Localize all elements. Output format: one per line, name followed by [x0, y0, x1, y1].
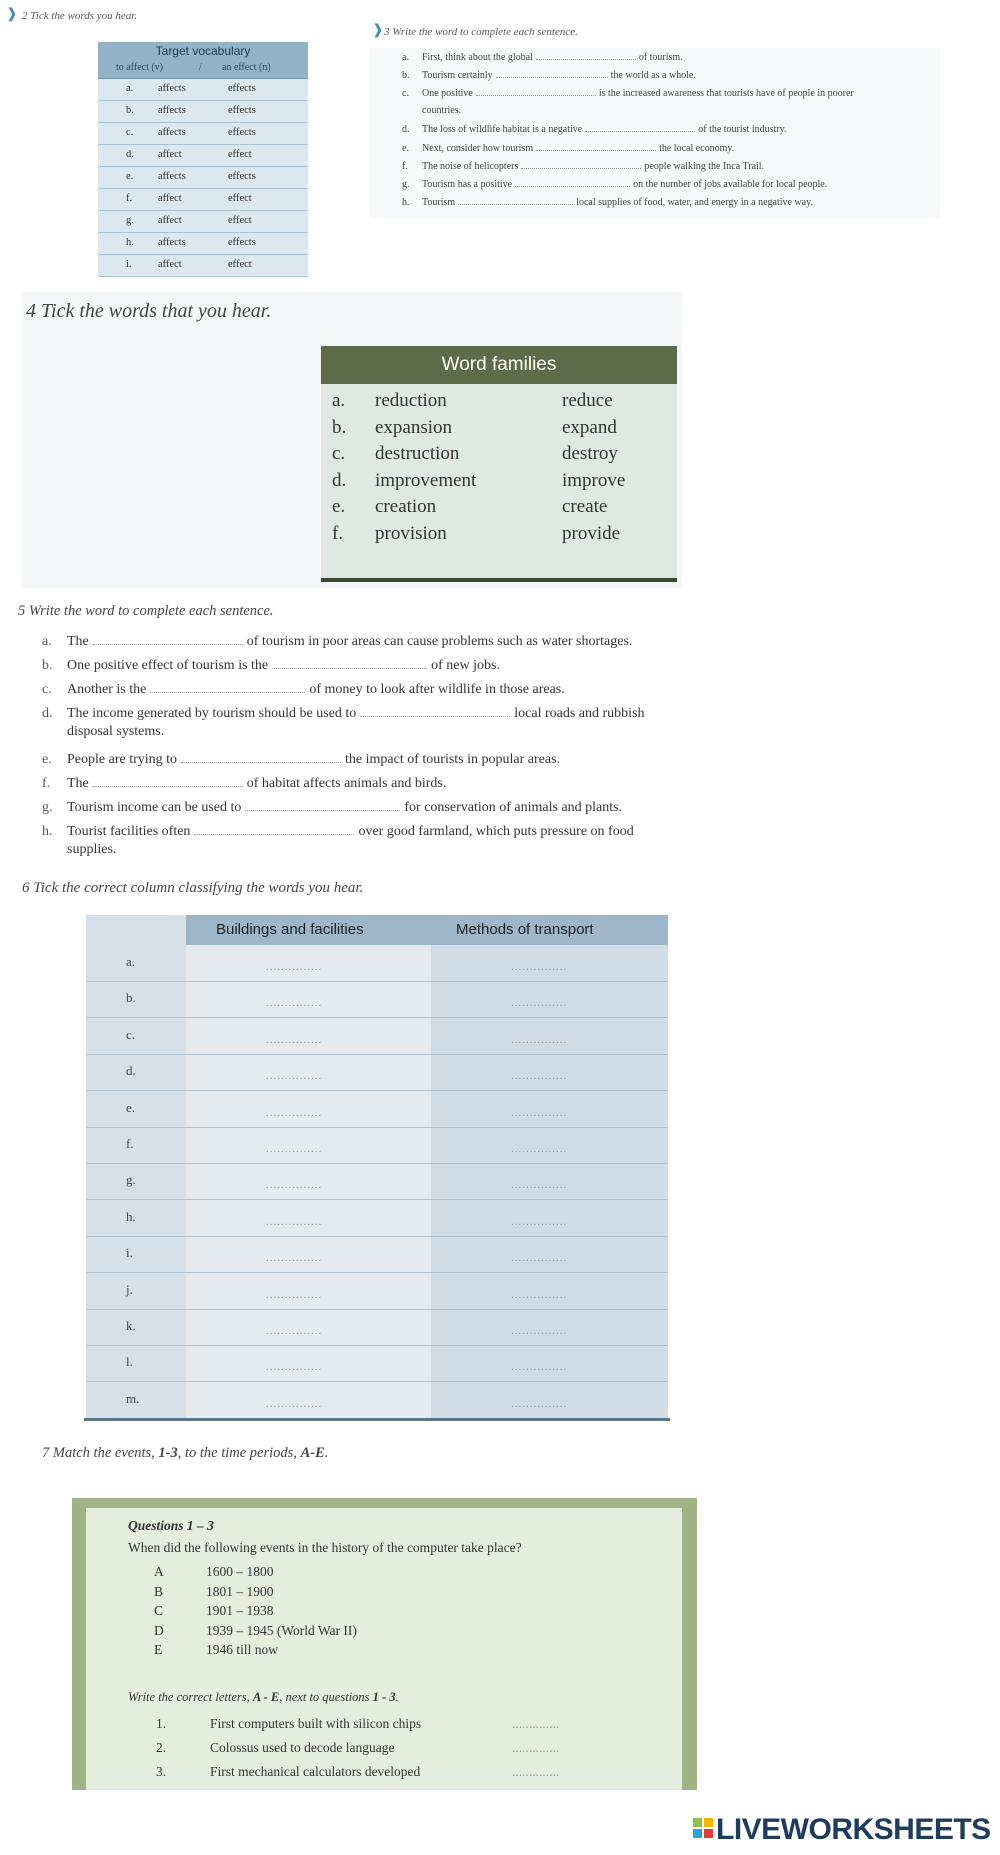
ex5-letter: b. — [42, 658, 53, 673]
transport-answer-blank[interactable]: ............... — [511, 997, 568, 1010]
ex5-letter: g. — [42, 800, 53, 815]
transport-answer-blank[interactable]: ............... — [511, 1179, 568, 1192]
classification-row — [86, 945, 668, 982]
noun-option[interactable]: effects — [228, 127, 256, 138]
vocab-row — [98, 233, 308, 255]
ex7-title-mid: , to the time periods, — [177, 1445, 301, 1461]
ex3-letter: f. — [402, 161, 408, 172]
period-letter: B — [154, 1583, 164, 1599]
period-range: 1901 – 1938 — [206, 1603, 274, 1618]
transport-answer-blank[interactable]: ............... — [511, 1106, 568, 1119]
ex7-title-end: . — [324, 1445, 329, 1461]
questions-heading: Questions 1 – 3 — [128, 1518, 214, 1533]
questions-text: When did the following events in the history of the computer take place? — [128, 1540, 522, 1555]
row-letter: g. — [126, 1172, 136, 1188]
verb-word[interactable]: improve — [562, 469, 626, 491]
ex3-text-before: Tourism — [422, 197, 456, 208]
row-letter: i. — [126, 259, 132, 270]
buildings-answer-blank[interactable]: ............... — [266, 997, 323, 1010]
classification-row — [86, 1054, 668, 1091]
event-text: First computers built with silicon chips — [210, 1716, 422, 1731]
period-letter: E — [154, 1642, 163, 1657]
vocab-row — [98, 211, 308, 233]
ex3-continuation: countries. — [422, 105, 462, 116]
noun-option[interactable]: effects — [228, 83, 256, 94]
period-letter: D — [154, 1622, 164, 1638]
ex7-title-pre: 7 Match the events, — [42, 1445, 159, 1461]
event-number: 1. — [156, 1716, 167, 1731]
col-noun-header: an effect (n) — [222, 62, 271, 73]
ex3-text-after: people walking the Inca Trail. — [644, 161, 765, 172]
ex3-letter: b. — [402, 70, 410, 81]
noun-option[interactable]: effect — [228, 215, 252, 226]
row-letter: i. — [126, 1245, 133, 1261]
ex5-letter: e. — [42, 752, 52, 767]
transport-answer-blank[interactable]: ............... — [511, 1361, 568, 1374]
event-answer-blank[interactable]: .............. — [512, 1740, 560, 1755]
row-letter: k. — [126, 1318, 136, 1333]
ex3-text-after: of the tourist industry. — [698, 124, 787, 135]
ex5-blank[interactable] — [150, 692, 305, 693]
answer-instruction — [128, 1690, 399, 1705]
row-letter: f. — [126, 193, 133, 204]
noun-word[interactable]: expansion — [375, 416, 453, 438]
transport-answer-blank[interactable]: ............... — [511, 1397, 568, 1410]
verb-option[interactable]: affect — [158, 149, 182, 160]
instr-mid: , next to questions — [279, 1690, 373, 1704]
transport-answer-blank[interactable]: ............... — [511, 1215, 568, 1228]
instr-questions: 1 - 3 — [372, 1690, 396, 1704]
col-verb-header: to affect (v) — [116, 62, 164, 73]
ex5-text-after: of habitat affects animals and birds. — [246, 776, 447, 791]
ex5-text-before: Tourist facilities often — [67, 824, 191, 839]
verb-option[interactable]: affects — [158, 127, 186, 138]
classification-row — [86, 981, 668, 1018]
word-letter: c. — [332, 443, 346, 464]
ex3-letter: h. — [402, 197, 410, 208]
ex5-sentence — [67, 800, 622, 816]
vocab-row — [98, 123, 308, 145]
row-letter: d. — [126, 149, 134, 160]
verb-option[interactable]: affect — [158, 215, 182, 226]
ex3-text-before: The noise of helicopters — [422, 161, 519, 172]
ex5-text-after: of new jobs. — [431, 658, 500, 673]
ex3-text-after: the local economy. — [659, 143, 735, 154]
ex5-text-before: People are trying to — [67, 752, 178, 767]
noun-word[interactable]: destruction — [375, 443, 460, 464]
buildings-answer-blank[interactable]: ............... — [266, 961, 323, 973]
classification-row — [86, 1018, 668, 1055]
noun-option[interactable]: effect — [228, 149, 252, 160]
row-letter: h. — [126, 237, 134, 248]
verb-option[interactable]: affects — [158, 171, 186, 182]
ex3-text-after: of tourism. — [638, 52, 683, 63]
ex3-letter: g. — [402, 179, 410, 190]
ex5-sentence — [67, 634, 632, 650]
noun-word[interactable]: reduction — [375, 390, 447, 411]
vocab-row — [98, 101, 308, 123]
ex5-letter: a. — [42, 634, 52, 649]
audio-icon[interactable]: ❱ — [6, 7, 18, 22]
ex5-text-after: for conservation of animals and plants. — [404, 800, 623, 815]
period-letter: A — [154, 1564, 164, 1579]
verb-option[interactable]: affects — [158, 83, 186, 94]
ex3-blank[interactable] — [458, 204, 573, 205]
verb-word[interactable]: expand — [562, 416, 617, 438]
ex3-text-after: the world as a whole. — [610, 70, 696, 81]
ex5-letter: d. — [42, 706, 53, 721]
ex4-instruction: 4 Tick the words that you hear. — [26, 300, 272, 322]
classification-row — [86, 1273, 668, 1310]
ex3-blank[interactable] — [496, 77, 608, 78]
ex3-text-after: local supplies of food, water, and energy in a negative way. — [576, 197, 813, 208]
period-range: 1801 – 1900 — [206, 1583, 274, 1599]
ex3-text-before: Next, consider how tourism — [422, 143, 534, 154]
verb-option[interactable]: affect — [158, 259, 182, 270]
ex3-letter: d. — [402, 124, 410, 135]
ex3-sentence — [422, 52, 683, 63]
event-number: 2. — [156, 1740, 167, 1755]
ex7-instruction — [42, 1445, 328, 1462]
ex5-text-after: the impact of tourists in popular areas. — [345, 752, 561, 767]
ex5-text-before: The — [67, 776, 89, 791]
classification-row — [86, 1091, 668, 1128]
vocab-row — [98, 145, 308, 167]
noun-word[interactable]: provision — [375, 522, 447, 544]
ex3-text-before: One positive — [422, 88, 473, 99]
transport-answer-blank[interactable]: ............... — [511, 1143, 568, 1155]
ex3-blank[interactable] — [536, 59, 636, 60]
ex5-blank[interactable] — [194, 834, 354, 835]
ex5-text-before: The — [67, 634, 89, 649]
noun-option[interactable]: effects — [228, 171, 256, 182]
word-families-title: Word families — [321, 346, 677, 384]
ex5-text-before: One positive effect of tourism is the — [67, 658, 269, 673]
classification-header — [186, 915, 668, 945]
row-letter: b. — [126, 105, 134, 116]
classification-table — [86, 915, 668, 1418]
col-slash: / — [199, 62, 202, 73]
ex3-blank[interactable] — [476, 95, 596, 96]
ex3-text-before: First, think about the global — [422, 52, 533, 63]
row-letter: a. — [126, 954, 136, 969]
ex3-sentence — [422, 197, 813, 208]
word-letter: d. — [332, 469, 347, 491]
classification-row — [86, 1127, 668, 1164]
classification-row — [86, 1345, 668, 1382]
buildings-answer-blank[interactable]: ............... — [266, 1252, 323, 1265]
col-buildings-facilities: Buildings and facilities — [216, 921, 364, 938]
noun-option[interactable]: effects — [228, 105, 256, 116]
ex5-sentence — [67, 752, 560, 768]
ex3-sentence — [422, 143, 734, 154]
ex3-text-after: is the increased awareness that tourists have of people in poorer — [598, 88, 854, 99]
verb-word[interactable]: create — [562, 496, 608, 517]
ex3-text-before: Tourism certainly — [422, 70, 493, 81]
event-number: 3. — [156, 1764, 167, 1779]
transport-answer-blank[interactable]: ............... — [511, 1033, 568, 1046]
ex5-instruction: 5 Write the word to complete each sentence. — [18, 603, 274, 619]
event-answer-blank[interactable]: .............. — [512, 1764, 560, 1779]
table-title: Target vocabulary — [155, 44, 251, 58]
noun-option[interactable]: effects — [228, 237, 256, 248]
row-letter: h. — [126, 1208, 136, 1224]
transport-answer-blank[interactable]: ............... — [511, 1325, 568, 1337]
ex6-instruction: 6 Tick the correct column classifying the words you hear. — [22, 880, 364, 896]
event-answer-blank[interactable]: .............. — [512, 1716, 560, 1731]
period-range: 1939 – 1945 (World War II) — [206, 1622, 357, 1638]
verb-option[interactable]: affect — [158, 193, 182, 204]
transport-answer-blank[interactable]: ............... — [511, 961, 568, 973]
buildings-answer-blank[interactable]: ............... — [266, 1288, 323, 1301]
ex3-sentence — [422, 161, 764, 172]
ex3-letter: e. — [402, 143, 409, 154]
word-letter: e. — [332, 496, 346, 517]
transport-answer-blank[interactable]: ............... — [511, 1288, 568, 1301]
ex3-sentence — [422, 88, 854, 99]
ex5-letter: c. — [42, 682, 52, 697]
instr-end: . — [395, 1690, 399, 1704]
ex5-text-before: Tourism income can be used to — [67, 800, 242, 815]
vocab-row — [98, 79, 308, 101]
buildings-answer-blank[interactable]: ............... — [266, 1179, 323, 1192]
col-methods-transport: Methods of transport — [456, 921, 594, 938]
liveworksheets-logo[interactable]: LIVEWORKSHEETS — [716, 1813, 991, 1846]
ex5-continuation: supplies. — [67, 842, 117, 857]
word-letter: b. — [332, 416, 347, 438]
ex5-text-before: The income generated by tourism should be used to — [67, 706, 357, 721]
verb-option[interactable]: affects — [158, 237, 186, 248]
ex5-sentence — [67, 658, 500, 674]
vocab-row — [98, 189, 308, 211]
ex3-text-after: on the number of jobs available for local people. — [633, 179, 828, 190]
noun-word[interactable]: improvement — [375, 469, 477, 491]
ex5-text-after: of money to look after wildlife in those areas. — [309, 682, 565, 697]
instr-pre: Write the correct letters, — [128, 1690, 253, 1704]
noun-word[interactable]: creation — [375, 496, 437, 517]
word-letter: a. — [332, 390, 346, 411]
row-letter: c. — [126, 127, 134, 138]
ex5-sentence — [67, 706, 645, 722]
classification-row — [86, 1200, 668, 1237]
buildings-answer-blank[interactable]: ............... — [266, 1325, 323, 1337]
ex7-title-range-1: 1-3 — [158, 1445, 178, 1461]
ex3-blank[interactable] — [521, 168, 641, 169]
buildings-answer-blank[interactable]: ............... — [266, 1033, 323, 1046]
ex5-sentence — [67, 776, 446, 792]
ex5-blank[interactable] — [245, 810, 400, 811]
classification-row — [86, 1163, 668, 1200]
ex5-letter: f. — [42, 776, 51, 791]
table-bottom-rule — [84, 1418, 670, 1421]
ex5-blank[interactable] — [93, 644, 243, 645]
row-letter: m. — [126, 1390, 140, 1406]
row-letter: j. — [126, 1281, 133, 1297]
ex5-blank[interactable] — [181, 762, 341, 763]
buildings-answer-blank[interactable]: ............... — [266, 1215, 323, 1228]
transport-answer-blank[interactable]: ............... — [511, 1070, 568, 1083]
verb-option[interactable]: affects — [158, 105, 186, 116]
event-text: First mechanical calculators developed — [210, 1764, 421, 1779]
ex5-continuation: disposal systems. — [67, 724, 165, 739]
buildings-answer-blank[interactable]: ............... — [266, 1106, 323, 1119]
word-letter: f. — [332, 522, 344, 544]
ex2-instruction: 2 Tick the words you hear. — [22, 10, 138, 22]
ex5-text-after: over good farmland, which puts pressure on food — [358, 824, 634, 839]
ex3-text-before: Tourism has a positive — [422, 179, 513, 190]
verb-word[interactable]: destroy — [562, 443, 618, 464]
buildings-answer-blank[interactable]: ............... — [266, 1361, 323, 1374]
instr-letters: A - E — [252, 1690, 280, 1704]
ex3-letter: a. — [402, 52, 409, 63]
buildings-answer-blank[interactable]: ............... — [266, 1397, 323, 1410]
target-vocabulary-table — [98, 42, 308, 277]
transport-answer-blank[interactable]: ............... — [511, 1252, 568, 1265]
ex5-sentence — [67, 682, 565, 698]
ex3-sentence — [422, 70, 696, 81]
row-letter: g. — [126, 215, 134, 226]
ex3-text-before: The loss of wildlife habitat is a negative — [422, 124, 583, 135]
ex5-sentence — [67, 824, 634, 840]
liveworksheets-logo-icon — [693, 1818, 713, 1838]
buildings-answer-blank[interactable]: ............... — [266, 1143, 323, 1155]
row-letter: e. — [126, 171, 134, 182]
ex3-sentence — [422, 124, 786, 135]
row-letter: c. — [126, 1026, 136, 1042]
period-letter: C — [154, 1603, 164, 1618]
ex3-letter: c. — [402, 88, 409, 99]
ex5-text-before: Another is the — [67, 682, 147, 697]
vocab-row — [98, 167, 308, 189]
audio-icon[interactable]: ❱ — [372, 23, 384, 38]
event-text: Colossus used to decode language — [210, 1740, 395, 1755]
period-range: 1946 till now — [206, 1642, 279, 1657]
ex5-blank[interactable] — [93, 786, 243, 787]
classification-row — [86, 1382, 668, 1419]
vocab-row — [98, 255, 308, 277]
verb-word[interactable]: provide — [562, 522, 621, 544]
ex3-sentence — [422, 179, 827, 190]
row-letter: e. — [126, 1099, 136, 1115]
ex5-blank[interactable] — [360, 716, 510, 717]
classification-row — [86, 1236, 668, 1273]
ex7-title-range-2: A-E — [300, 1445, 325, 1461]
row-letter: b. — [126, 990, 136, 1006]
noun-option[interactable]: effect — [228, 193, 252, 204]
ex5-text-after: local roads and rubbish — [514, 706, 645, 721]
verb-word[interactable]: reduce — [562, 390, 613, 411]
row-letter: a. — [126, 83, 134, 94]
ex3-blank[interactable] — [585, 131, 695, 132]
classification-row — [86, 1309, 668, 1346]
ex3-blank[interactable] — [536, 150, 656, 151]
row-letter: f. — [126, 1136, 134, 1151]
buildings-answer-blank[interactable]: ............... — [266, 1070, 323, 1083]
noun-option[interactable]: effect — [228, 259, 252, 270]
ex3-instruction: 3 Write the word to complete each sentence. — [384, 26, 578, 38]
ex5-blank[interactable] — [272, 668, 427, 669]
ex5-text-after: of tourism in poor areas can cause problems such as water shortages. — [246, 634, 633, 649]
ex5-letter: h. — [42, 824, 53, 839]
row-letter: d. — [126, 1063, 136, 1079]
ex3-blank[interactable] — [515, 186, 630, 187]
row-letter: l. — [126, 1354, 133, 1370]
period-range: 1600 – 1800 — [206, 1564, 274, 1579]
